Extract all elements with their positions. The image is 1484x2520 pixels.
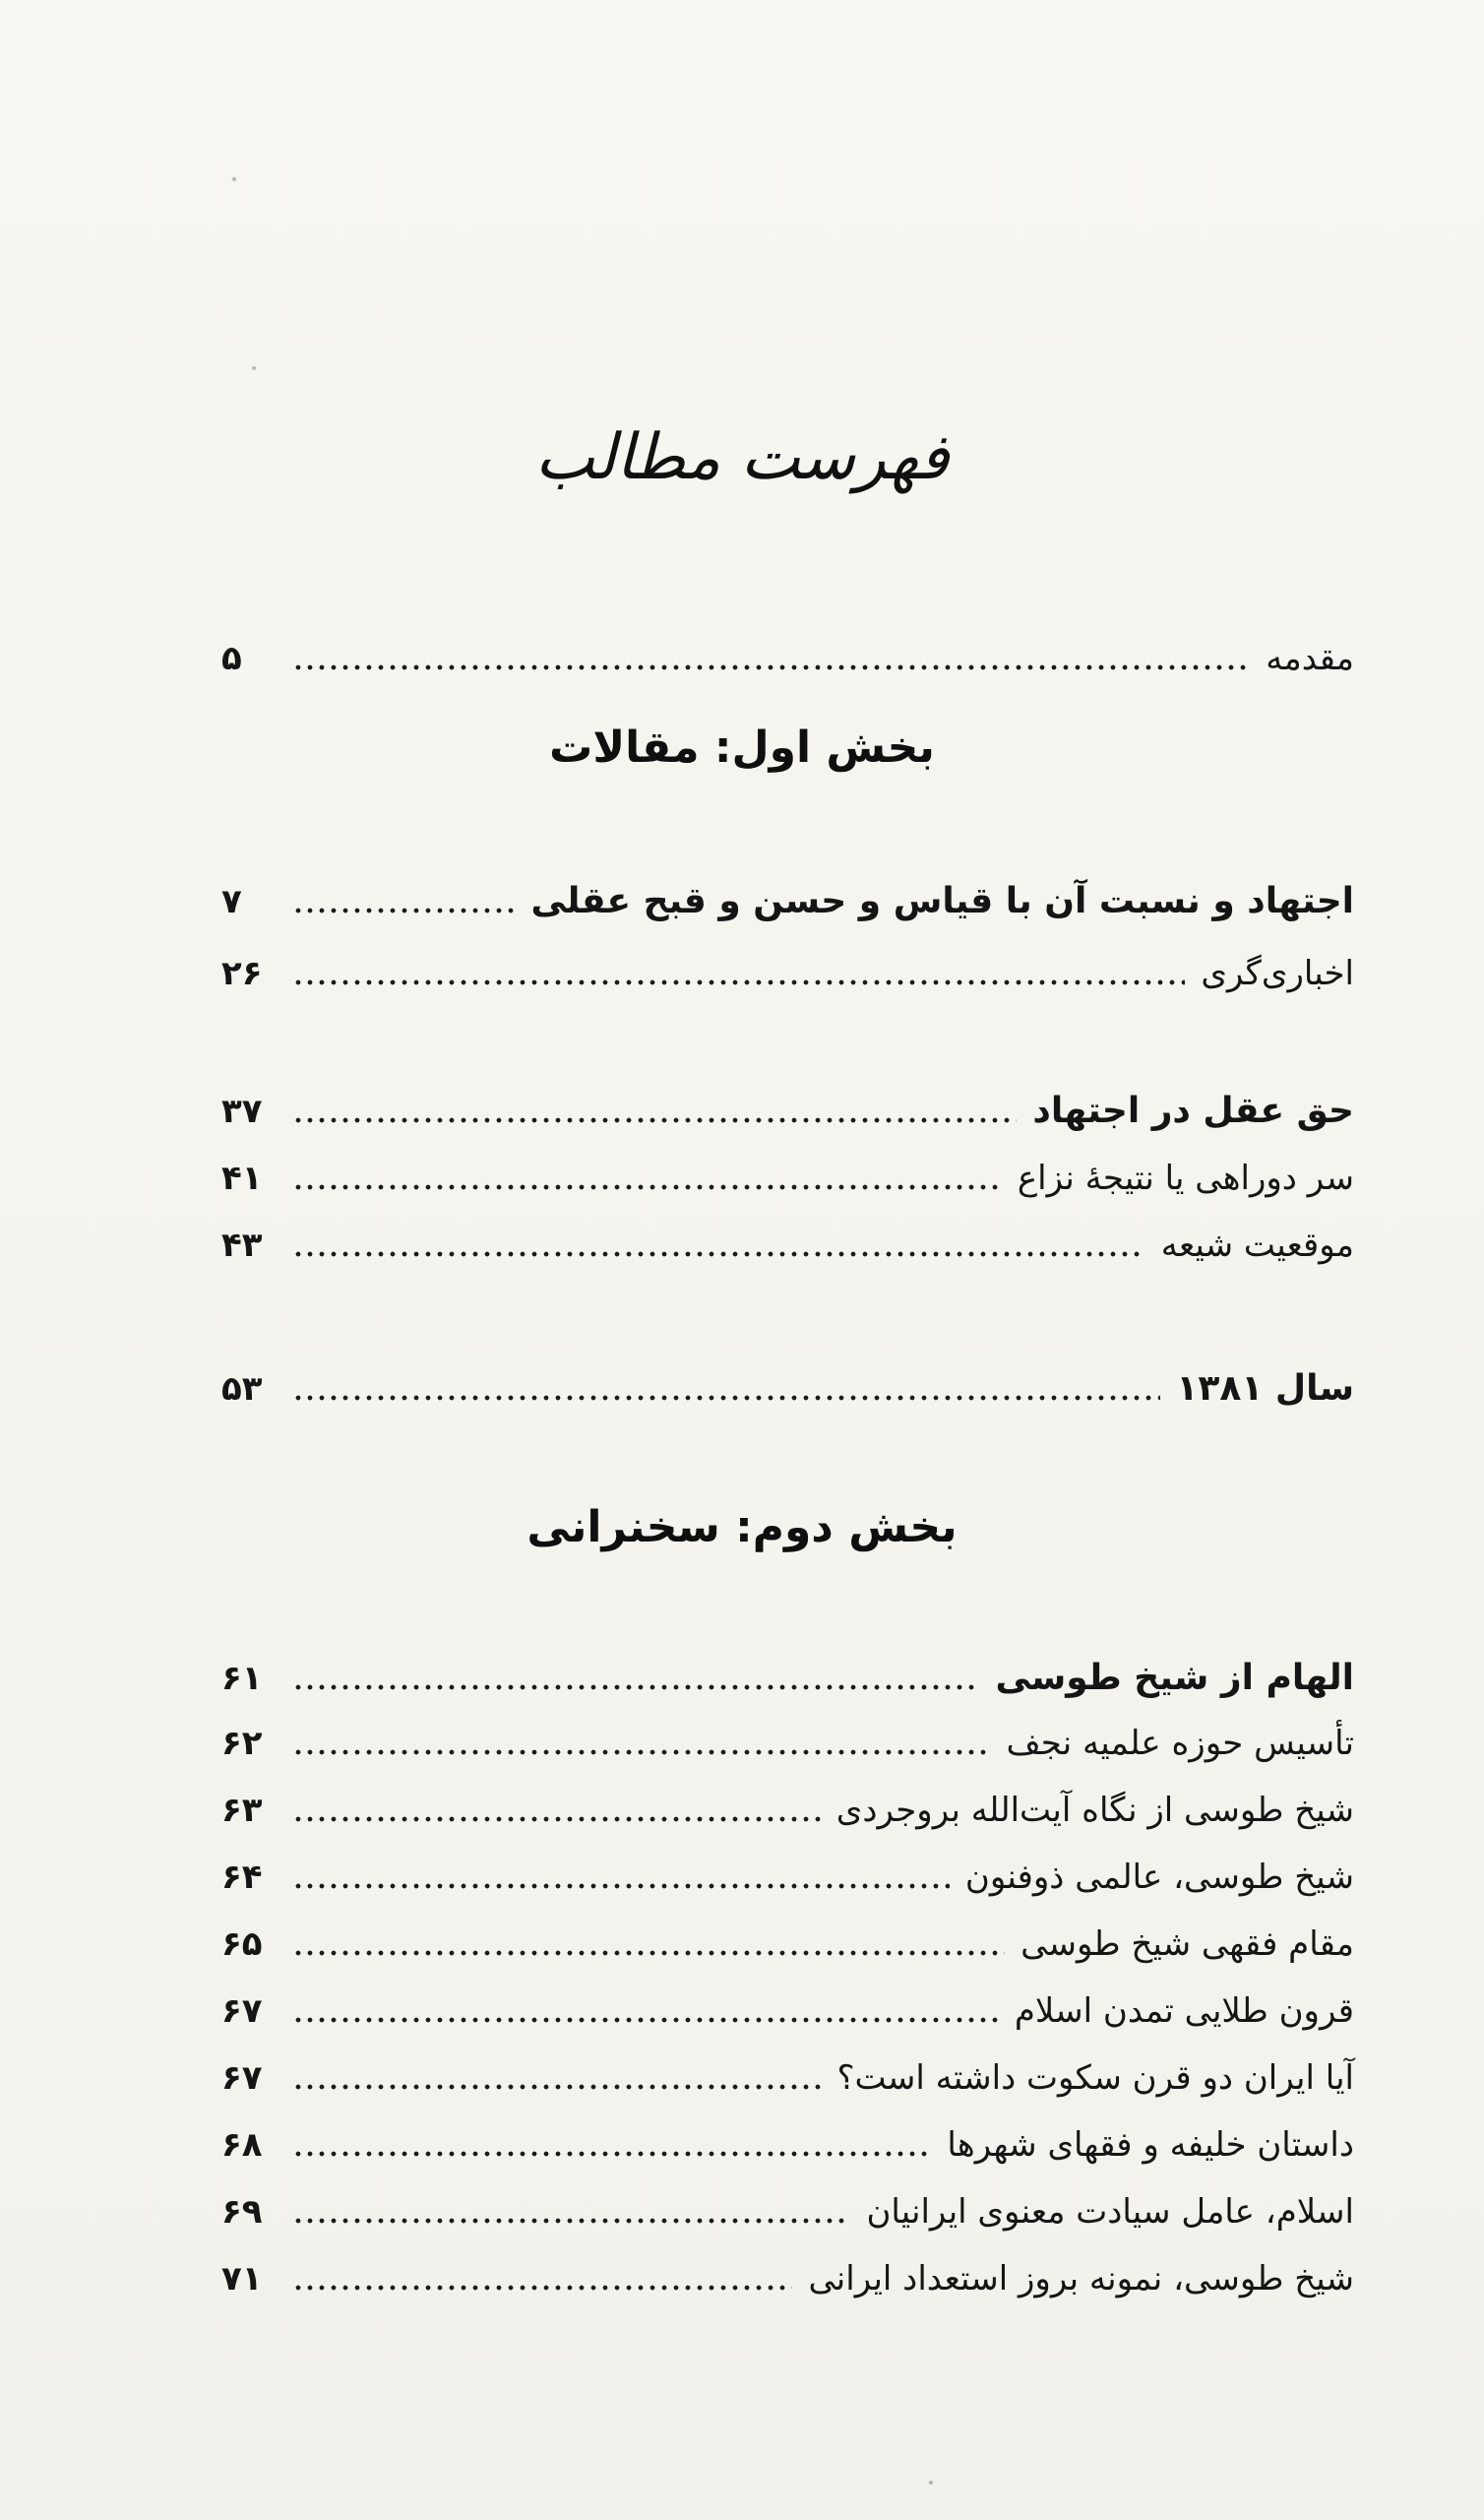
leader-dots [292,1950,1005,1956]
toc-entry-label: شیخ طوسی از نگاه آیت‌الله بروجردی [835,1791,1354,1830]
toc-entry-label: سال ۱۳۸۱ [1176,1368,1354,1409]
toc-entry-intro [221,630,1354,687]
toc-entry [221,1360,1354,1418]
toc-page-number: ۶۷ [221,1991,263,2031]
toc-entry-label: مقدمه [1266,639,1354,678]
toc-page-number: ۷ [221,882,242,921]
table-of-contents [221,0,1354,2520]
toc-entry [221,2250,1354,2307]
toc-entry-label: شیخ طوسی، نمونه بروز استعداد ایرانی [808,2259,1354,2299]
leader-dots [292,1749,991,1755]
paper-speck [929,2481,933,2485]
toc-page-number: ۴۱ [221,1159,263,1198]
toc-entry [221,1650,1354,1707]
toc-entry-label: قرون طلایی تمدن اسلام [1014,1991,1354,2031]
toc-entry-label: تأسیس حوزه علمیه نجف [1006,1724,1354,1763]
leader-dots [292,1117,1017,1123]
toc-entry [221,945,1354,1002]
toc-page-number: ۶۱ [221,1659,263,1698]
toc-entry-label: شیخ طوسی، عالمی ذوفنون [964,1858,1354,1897]
leader-dots [292,908,515,914]
leader-dots [292,1816,821,1822]
toc-entry-label: الهام از شیخ طوسی [995,1658,1354,1698]
leader-dots [292,1251,1145,1257]
leader-dots [292,1184,1002,1190]
leader-dots [292,979,1185,985]
toc-page-number: ۶۲ [221,1724,263,1763]
leader-dots [292,2084,821,2090]
toc-entry-label: اخباری‌گری [1201,954,1354,993]
toc-entry [221,2049,1354,2107]
paper-speck [252,366,256,370]
toc-entry [221,1849,1354,1906]
toc-entry [221,1083,1354,1140]
toc-page-number: ۴۳ [221,1226,263,1265]
toc-page-number: ۶۴ [221,1858,263,1897]
toc-entry [221,1983,1354,2040]
toc-entry [221,1150,1354,1207]
toc-page-number: ۳۷ [221,1092,263,1131]
leader-dots [292,1684,979,1690]
leader-dots [292,2218,850,2224]
toc-entry-label: آیا ایران دو قرن سکوت داشته است؟ [836,2058,1354,2098]
toc-entry-label: سر دوراهی یا نتیجهٔ نزاع [1017,1159,1354,1198]
toc-entry-label: موقعیت شیعه [1160,1226,1354,1265]
toc-entry [221,1715,1354,1772]
toc-page-number: ۲۶ [221,954,263,993]
toc-page-number: ۶۳ [221,1791,263,1830]
toc-page-number: ۵۳ [221,1369,263,1409]
toc-entry [221,1217,1354,1274]
toc-entry-label: مقام فقهی شیخ طوسی [1020,1924,1354,1964]
toc-entry [221,1916,1354,1973]
leader-dots [292,1395,1160,1401]
leader-dots [292,2017,999,2023]
toc-entry [221,873,1354,930]
toc-page-number: ۶۵ [221,1924,263,1964]
toc-page-number: ۷۱ [221,2259,263,2299]
section-heading-part-one: بخش اول: مقالات [549,723,935,773]
toc-entry-label: داستان خلیفه و فقهای شهرها [947,2125,1354,2165]
leader-dots [292,2285,792,2291]
toc-page-number: ۶۸ [221,2125,263,2165]
toc-entry-label: اجتهاد و نسبت آن با قیاس و حسن و قبح عقلی [530,881,1354,921]
leader-dots [292,664,1250,670]
toc-entry-label: اسلام، عامل سیادت معنوی ایرانیان [866,2192,1354,2232]
leader-dots [292,1883,950,1889]
toc-entry-label: حق عقل در اجتهاد [1032,1091,1354,1131]
section-heading-part-two: بخش دوم: سخنرانی [526,1502,958,1552]
toc-title: فهرست مطالب [534,421,950,494]
toc-entry [221,2183,1354,2240]
toc-page-number: ۵ [221,639,242,678]
toc-entry [221,1782,1354,1839]
toc-page-number: ۶۹ [221,2192,263,2232]
toc-entry [221,2116,1354,2174]
paper-speck [232,177,236,181]
toc-page-number: ۶۷ [221,2058,263,2098]
leader-dots [292,2151,931,2157]
